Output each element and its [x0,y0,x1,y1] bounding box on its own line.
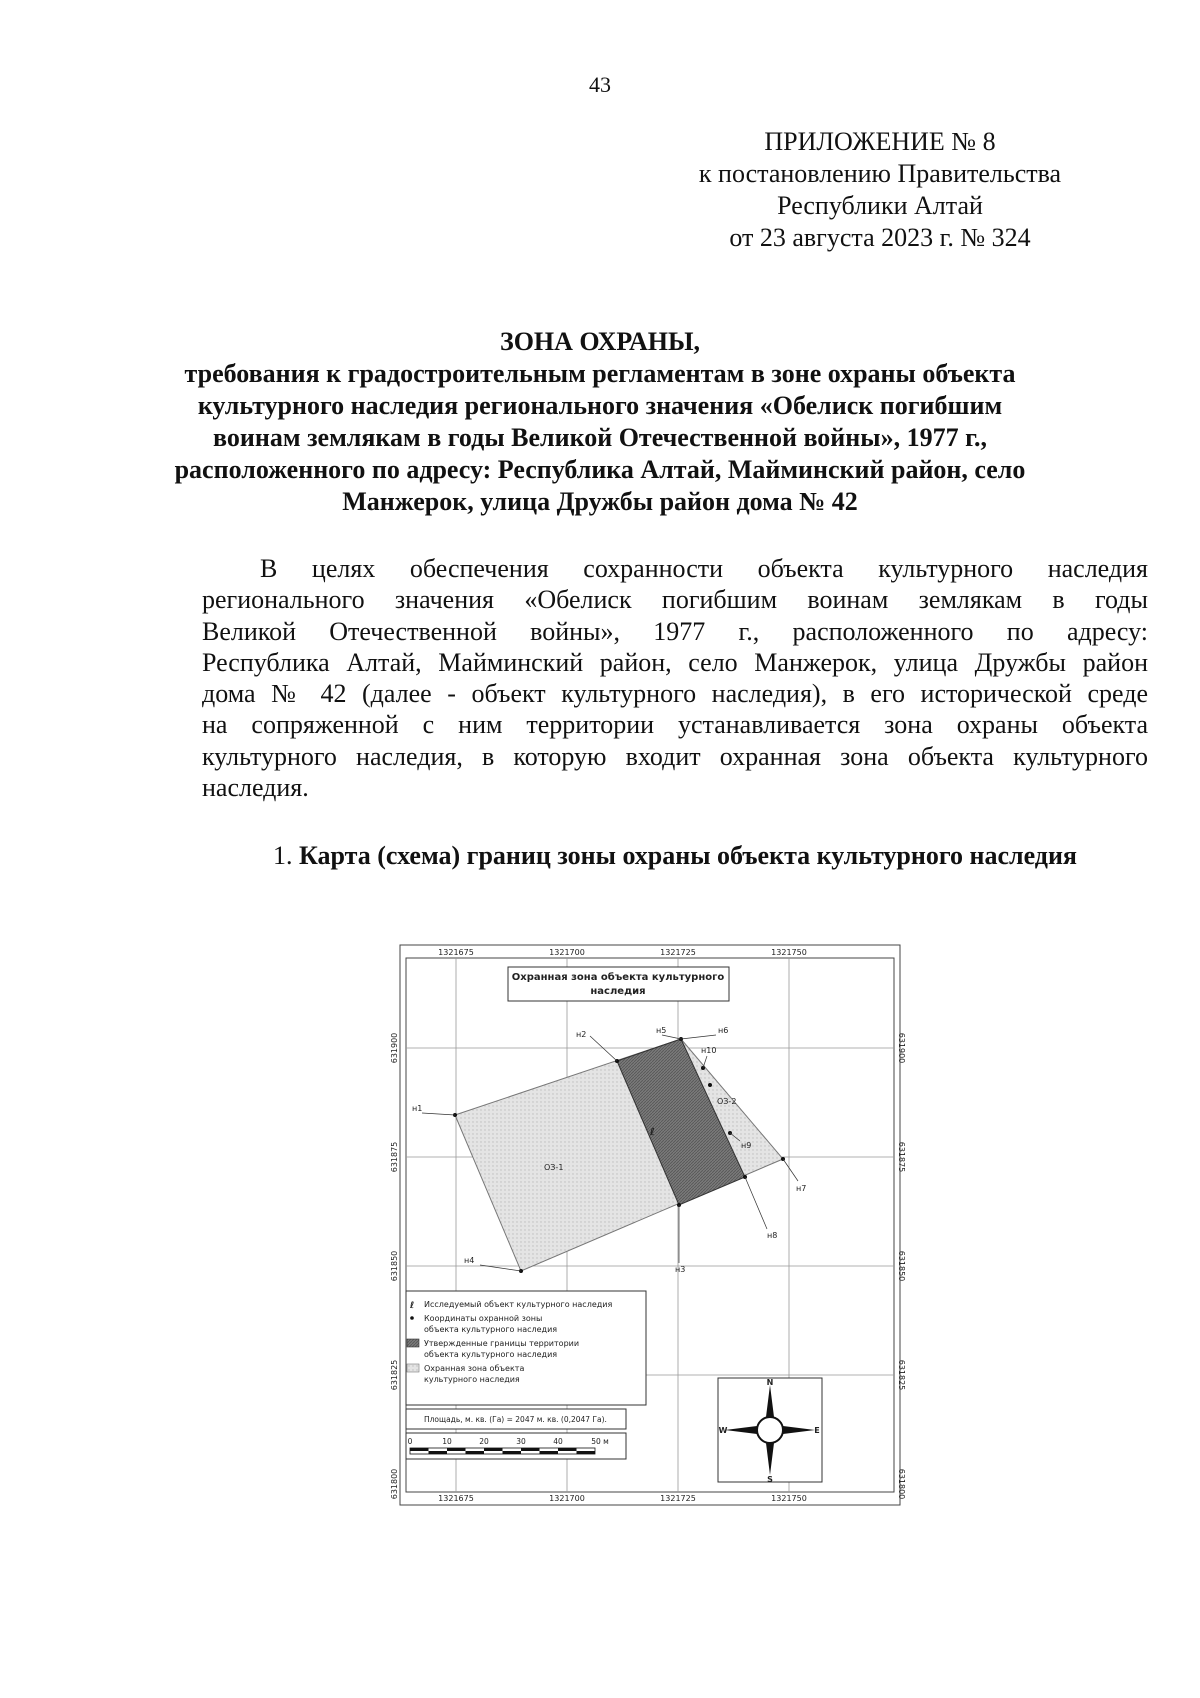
point-label: н6 [718,1026,729,1035]
point-label: н5 [656,1026,667,1035]
x-tick-label: 1321725 [660,1494,696,1503]
paragraph-line: Республика Алтай, Майминский район, село Манжерок, улица Дружбы район [202,647,1148,677]
legend-item: объекта культурного наследия [424,1325,558,1334]
compass-east-label: E [814,1426,820,1435]
legend-territory-swatch [407,1339,419,1347]
x-tick-label: 1321725 [660,948,696,957]
paragraph-line: дома № 42 (далее - объект культурного наследия), в его исторической среде [202,679,1148,709]
title-line: расположенного по адресу: Республика Алтай, Майминский район, село [174,455,1026,484]
y-tick-label: 631900 [390,1032,399,1064]
legend-item: культурного наследия [424,1375,520,1384]
y-tick-label: 631850 [390,1250,399,1282]
legend-item: Исследуемый объект культурного наследия [424,1300,613,1309]
annex-org: Республики Алтай [777,191,983,220]
point-label: н3 [675,1265,686,1274]
title-line: воинам землякам в годы Великой Отечественной войны», 1977 г., [213,423,987,452]
point-label: н9 [741,1141,752,1150]
point-label: н1 [412,1104,423,1113]
document-title [150,326,1050,518]
body-paragraph [202,553,1148,803]
point-label: н7 [796,1184,807,1193]
section-number: 1. [273,841,293,870]
paragraph-line: на сопряженной с ним территории устанавливается зона охраны объекта [202,710,1148,740]
compass-north-label: N [766,1378,774,1387]
point-label: н10 [701,1046,717,1055]
x-tick-label: 1321750 [771,1494,807,1503]
y-tick-label: 631800 [390,1468,399,1500]
legend-point-icon [410,1316,414,1320]
point-label: н2 [576,1030,587,1039]
x-tick-label: 1321700 [549,948,585,957]
zone-label: ОЗ-1 [544,1163,564,1172]
annex-title: ПРИЛОЖЕНИЕ № 8 [764,127,996,156]
x-tick-label: 1321675 [438,948,474,957]
area-text: Площадь, м. кв. (Га) = 2047 м. кв. (0,2047 Га). [424,1415,607,1424]
point-label: н8 [767,1231,778,1240]
legend-item: объекта культурного наследия [424,1350,558,1359]
title-line: ЗОНА ОХРАНЫ, [499,327,700,356]
legend-item: Координаты охранной зоны [424,1314,543,1323]
y-tick-label: 631800 [897,1468,906,1500]
legend-zone-swatch [407,1364,419,1372]
section-title: Карта (схема) границ зоны охраны объекта культурного наследия [299,841,1077,870]
paragraph-line: культурного наследия, в которую входит охранная зона объекта культурного [202,741,1148,771]
scale-label: 0 [407,1437,413,1446]
x-tick-label: 1321750 [771,948,807,957]
legend-item: Охранная зона объекта [424,1364,525,1373]
map-title-line: Охранная зона объекта культурного [511,972,725,983]
point-label: н4 [464,1256,475,1265]
scale-label: 40 [553,1437,563,1446]
y-tick-label: 631875 [390,1141,399,1173]
paragraph-line: наследия. [202,773,309,803]
section-heading [202,840,1148,872]
compass-west-label: W [718,1426,728,1435]
map-title-line: наследия [590,986,646,997]
scale-label: 50 м [591,1437,609,1446]
y-tick-label: 631825 [390,1359,399,1391]
annex-ref: к постановлению Правительства [698,159,1062,188]
legend-item: Утвержденные границы территории [424,1339,580,1348]
paragraph-line: Великой Отечественной войны», 1977 г., расположенного по адресу: [202,616,1148,646]
scale-label: 30 [516,1437,526,1446]
heritage-object-icon: ℓ [650,1127,655,1138]
page-number: 43 [589,72,611,97]
paragraph-line: регионального значения «Обелиск погибшим воинам землякам в годы [202,585,1148,615]
x-tick-label: 1321700 [549,1494,585,1503]
legend-object-icon: ℓ [410,1301,415,1311]
y-tick-label: 631850 [897,1250,906,1282]
compass-south-label: S [767,1475,773,1484]
y-tick-label: 631825 [897,1359,906,1391]
paragraph-line: В целях обеспечения сохранности объекта культурного наследия [260,554,1148,583]
title-line: Манжерок, улица Дружбы район дома № 42 [342,487,858,516]
boundary-map [390,945,906,1505]
annex-date: от 23 августа 2023 г. № 324 [729,223,1031,252]
zone-label: ОЗ-2 [717,1097,737,1106]
y-tick-label: 631875 [897,1141,906,1173]
scale-label: 10 [442,1437,452,1446]
x-tick-label: 1321675 [438,1494,474,1503]
y-tick-label: 631900 [897,1032,906,1064]
title-line: культурного наследия регионального значения «Обелиск погибшим [197,391,1003,420]
scale-label: 20 [479,1437,489,1446]
scale-bar [410,1448,595,1454]
annex-block [640,126,1120,254]
title-line: требования к градостроительным регламентам в зоне охраны объекта [184,359,1016,388]
